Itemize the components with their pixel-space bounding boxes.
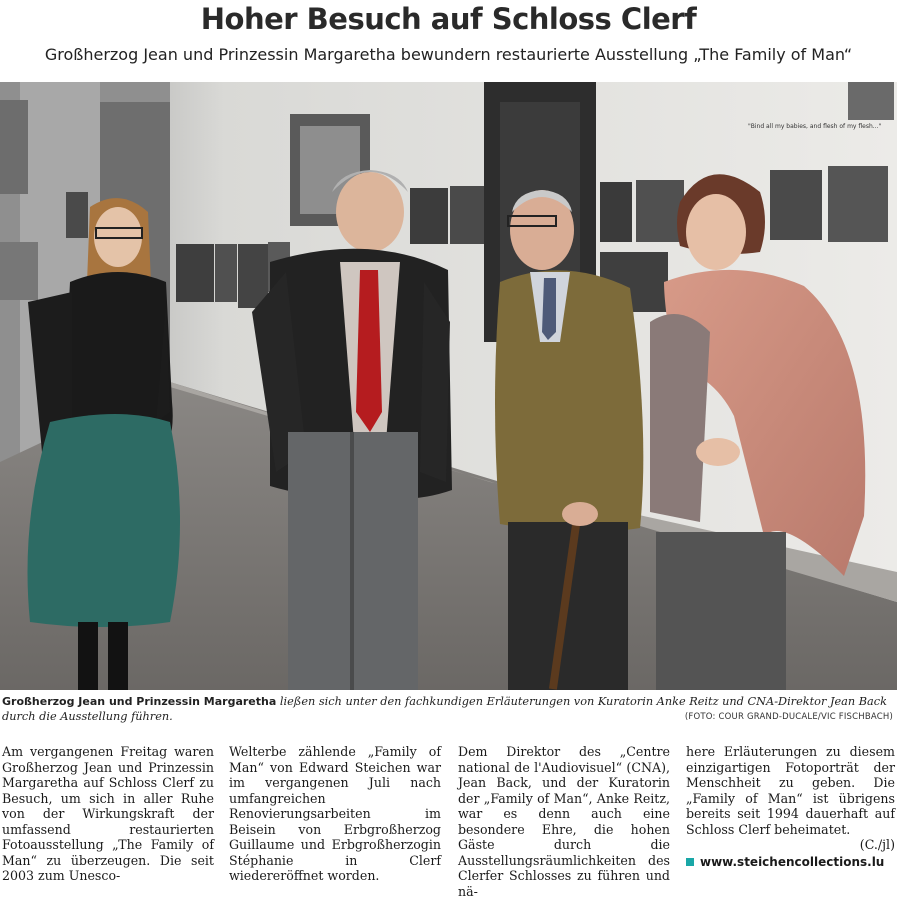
article-photo [0, 82, 897, 690]
website-link-text[interactable]: www.steichencollections.lu [700, 855, 885, 869]
body-column-4 [686, 744, 895, 853]
website-link[interactable] [686, 855, 884, 869]
caption-text: ließen sich unter den fachkundigen Erläuterungen von Kuratorin Anke Reitz und CNA-Direktor Jean Back durch die Ausstellung führen. [2, 695, 887, 723]
body-column-4-text: here Erläuterungen zu diesem einzigartigen Fotoporträt der Menschheit zu geben. Die „Family of Man“ ist übrigens bereits seit 1994 dauerhaft auf Schloss Clerf beheimatet. [686, 744, 895, 837]
body-column-1: Am vergangenen Freitag waren Großherzog Jean und Prinzessin Margaretha auf Schloss Clerf zu Besuch, um sich in aller Ruhe von der Wirkungskraft der umfassend restaurierten Fotoausstellung „The Family of Man“ zu überzeugen. Die seit 2003 zum Unesco- [2, 744, 214, 883]
body-column-3: Dem Direktor des „Centre national de l'Audiovisuel“ (CNA), Jean Back, und der Kuratorin der „Family of Man“, Anke Reitz, war es denn auch eine besondere Ehre, die hohen Gäste durch die Ausstellungsräumlichkeiten des Clerfer Schlosses zu führen und nä- [458, 744, 670, 899]
bullet-square-icon [686, 858, 694, 866]
photo-credit: (FOTO: COUR GRAND-DUCALE/VIC FISCHBACH) [684, 712, 893, 722]
headline: Hoher Besuch auf Schloss Clerf [200, 2, 697, 36]
body-column-2: Welterbe zählende „Family of Man“ von Edward Steichen war im vergangenen Juli nach umfangreichen Renovierungsarbeiten im Beisein von Erbgroßherzog Guillaume und Erbgroßherzogin Stéphanie in Clerf wiedereröffnet worden. [229, 744, 441, 883]
subheadline: Großherzog Jean und Prinzessin Margaretha bewundern restaurierte Ausstellung „The Family of Man“ [44, 45, 853, 64]
author-signature: (C./jl) [859, 837, 895, 852]
wall-text: "Bind all my babies, and flesh of my flesh..." [748, 123, 882, 130]
caption-lead: Großherzog Jean und Prinzessin Margaretha [2, 695, 277, 708]
